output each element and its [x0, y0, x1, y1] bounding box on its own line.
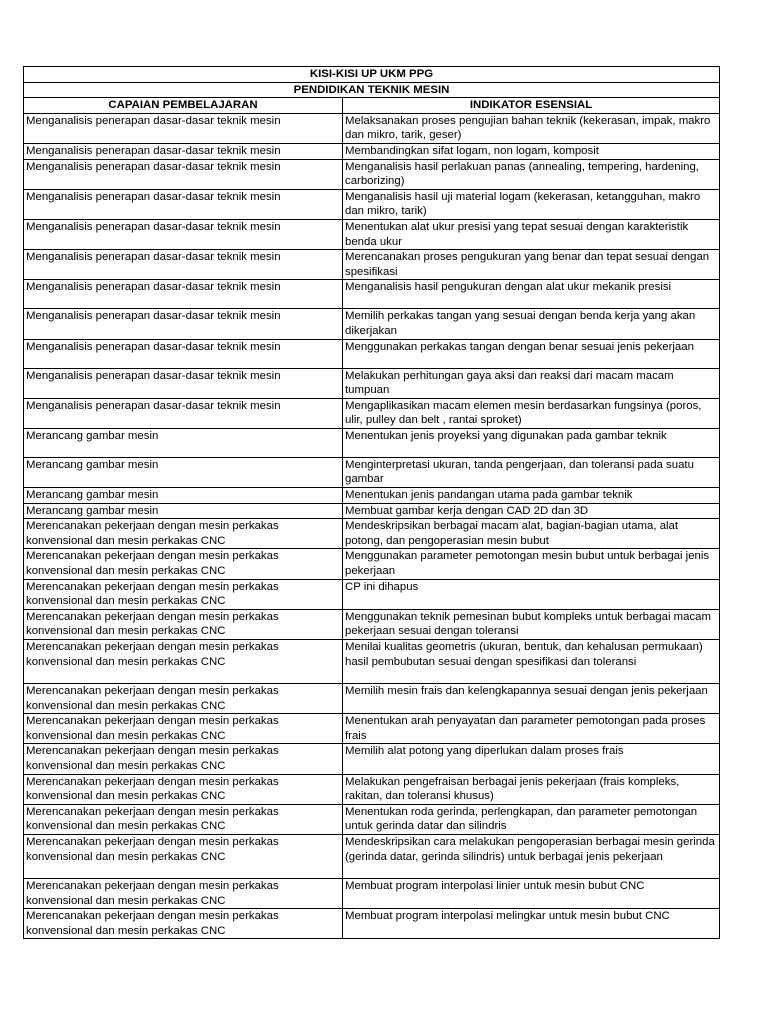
table-row: [24, 834, 720, 878]
cell-indikator-esensial: Menentukan alat ukur presisi yang tepat sesuai dengan karakteristik benda ukur: [343, 219, 720, 249]
cell-capaian-pembelajaran: Menganalisis penerapan dasar-dasar teknik mesin: [24, 250, 343, 280]
cell-indikator-esensial: Menentukan roda gerinda, perlengkapan, dan parameter pemotongan untuk gerinda datar dan silindris: [343, 804, 720, 834]
cell-indikator-esensial: Memilih mesin frais dan kelengkapannya sesuai dengan jenis pekerjaan: [343, 684, 720, 714]
cell-indikator-esensial: Menggunakan teknik pemesinan bubut kompleks untuk berbagai macam pekerjaan sesuai dengan toleransi: [343, 609, 720, 639]
table-row: [24, 428, 720, 457]
table-row: [24, 909, 720, 939]
table-row: [24, 339, 720, 368]
table-row: [24, 519, 720, 549]
cell-indikator-esensial: Membuat program interpolasi melingkar untuk mesin bubut CNC: [343, 909, 720, 939]
document-title: KISI-KISI UP UKM PPG: [24, 67, 720, 83]
cell-capaian-pembelajaran: Merencanakan pekerjaan dengan mesin perkakas konvensional dan mesin perkakas CNC: [24, 684, 343, 714]
column-header-capaian: CAPAIAN PEMBELAJARAN: [24, 98, 343, 114]
cell-capaian-pembelajaran: Merencanakan pekerjaan dengan mesin perkakas konvensional dan mesin perkakas CNC: [24, 744, 343, 774]
cell-indikator-esensial: Memilih alat potong yang diperlukan dalam proses frais: [343, 744, 720, 774]
column-header-indikator: INDIKATOR ESENSIAL: [343, 98, 720, 114]
cell-capaian-pembelajaran: Merancang gambar mesin: [24, 457, 343, 487]
cell-indikator-esensial: Melaksanakan proses pengujian bahan teknik (kekerasan, impak, makro dan mikro, tarik, geser): [343, 113, 720, 143]
table-row: [24, 549, 720, 579]
cell-indikator-esensial: Menganalisis hasil pengukuran dengan alat ukur mekanik presisi: [343, 280, 720, 309]
cell-indikator-esensial: CP ini dihapus: [343, 579, 720, 609]
cell-capaian-pembelajaran: Menganalisis penerapan dasar-dasar teknik mesin: [24, 159, 343, 189]
table-row: [24, 744, 720, 774]
cell-indikator-esensial: Memilih perkakas tangan yang sesuai dengan benda kerja yang akan dikerjakan: [343, 309, 720, 339]
cell-capaian-pembelajaran: Menganalisis penerapan dasar-dasar teknik mesin: [24, 189, 343, 219]
table-row: [24, 503, 720, 519]
cell-capaian-pembelajaran: Merencanakan pekerjaan dengan mesin perkakas konvensional dan mesin perkakas CNC: [24, 878, 343, 908]
table-row: [24, 159, 720, 189]
cell-capaian-pembelajaran: Menganalisis penerapan dasar-dasar teknik mesin: [24, 398, 343, 428]
table-row: [24, 113, 720, 143]
cell-indikator-esensial: Menggunakan parameter pemotongan mesin bubut untuk berbagai jenis pekerjaan: [343, 549, 720, 579]
cell-indikator-esensial: Menggunakan perkakas tangan dengan benar sesuai jenis pekerjaan: [343, 339, 720, 368]
cell-indikator-esensial: Melakukan perhitungan gaya aksi dan reaksi dari macam macam tumpuan: [343, 368, 720, 398]
table-row: [24, 219, 720, 249]
cell-capaian-pembelajaran: Merencanakan pekerjaan dengan mesin perkakas konvensional dan mesin perkakas CNC: [24, 774, 343, 804]
table-row: [24, 398, 720, 428]
cell-indikator-esensial: Mengaplikasikan macam elemen mesin berdasarkan fungsinya (poros, ulir, pulley dan belt , rantai sproket): [343, 398, 720, 428]
cell-indikator-esensial: Menentukan arah penyayatan dan parameter pemotongan pada proses frais: [343, 714, 720, 744]
table-row: [24, 368, 720, 398]
cell-capaian-pembelajaran: Merencanakan pekerjaan dengan mesin perkakas konvensional dan mesin perkakas CNC: [24, 804, 343, 834]
cell-capaian-pembelajaran: Merencanakan pekerjaan dengan mesin perkakas konvensional dan mesin perkakas CNC: [24, 909, 343, 939]
cell-capaian-pembelajaran: Menganalisis penerapan dasar-dasar teknik mesin: [24, 113, 343, 143]
table-row: [24, 804, 720, 834]
cell-capaian-pembelajaran: Menganalisis penerapan dasar-dasar teknik mesin: [24, 219, 343, 249]
cell-capaian-pembelajaran: Merancang gambar mesin: [24, 428, 343, 457]
cell-capaian-pembelajaran: Merancang gambar mesin: [24, 503, 343, 519]
title-row-2: [24, 82, 720, 98]
table-row: [24, 878, 720, 908]
cell-indikator-esensial: Melakukan pengefraisan berbagai jenis pekerjaan (frais kompleks, rakitan, dan toleransi khusus): [343, 774, 720, 804]
cell-indikator-esensial: Merencanakan proses pengukuran yang benar dan tepat sesuai dengan spesifikasi: [343, 250, 720, 280]
cell-capaian-pembelajaran: Merencanakan pekerjaan dengan mesin perkakas konvensional dan mesin perkakas CNC: [24, 579, 343, 609]
table-row: [24, 189, 720, 219]
table-row: [24, 457, 720, 487]
table-body: [24, 113, 720, 939]
cell-indikator-esensial: Membuat gambar kerja dengan CAD 2D dan 3D: [343, 503, 720, 519]
header-row: [24, 98, 720, 114]
table-row: [24, 250, 720, 280]
cell-capaian-pembelajaran: Menganalisis penerapan dasar-dasar teknik mesin: [24, 368, 343, 398]
table-row: [24, 774, 720, 804]
cell-indikator-esensial: Mendeskripsikan cara melakukan pengoperasian berbagai mesin gerinda (gerinda datar, gerinda silindris) untuk berbagai jenis pekerjaan: [343, 834, 720, 878]
cell-capaian-pembelajaran: Merencanakan pekerjaan dengan mesin perkakas konvensional dan mesin perkakas CNC: [24, 519, 343, 549]
title-row-1: [24, 67, 720, 83]
table-row: [24, 684, 720, 714]
table-row: [24, 714, 720, 744]
table-row: [24, 640, 720, 684]
document-table: [23, 66, 720, 939]
cell-capaian-pembelajaran: Merencanakan pekerjaan dengan mesin perkakas konvensional dan mesin perkakas CNC: [24, 549, 343, 579]
cell-indikator-esensial: Membandingkan sifat logam, non logam, komposit: [343, 143, 720, 159]
table-row: [24, 488, 720, 504]
cell-capaian-pembelajaran: Menganalisis penerapan dasar-dasar teknik mesin: [24, 280, 343, 309]
cell-capaian-pembelajaran: Merencanakan pekerjaan dengan mesin perkakas konvensional dan mesin perkakas CNC: [24, 640, 343, 684]
table-row: [24, 579, 720, 609]
cell-indikator-esensial: Menginterpretasi ukuran, tanda pengerjaan, dan toleransi pada suatu gambar: [343, 457, 720, 487]
table-row: [24, 309, 720, 339]
table-row: [24, 280, 720, 309]
cell-indikator-esensial: Menganalisis hasil perlakuan panas (annealing, tempering, hardening, carborizing): [343, 159, 720, 189]
cell-capaian-pembelajaran: Menganalisis penerapan dasar-dasar teknik mesin: [24, 339, 343, 368]
cell-capaian-pembelajaran: Merancang gambar mesin: [24, 488, 343, 504]
cell-indikator-esensial: Menentukan jenis pandangan utama pada gambar teknik: [343, 488, 720, 504]
table-row: [24, 609, 720, 639]
cell-indikator-esensial: Menganalisis hasil uji material logam (kekerasan, ketangguhan, makro dan mikro, tarik): [343, 189, 720, 219]
cell-indikator-esensial: Mendeskripsikan berbagai macam alat, bagian-bagian utama, alat potong, dan pengoperasian mesin bubut: [343, 519, 720, 549]
cell-capaian-pembelajaran: Merencanakan pekerjaan dengan mesin perkakas konvensional dan mesin perkakas CNC: [24, 714, 343, 744]
cell-capaian-pembelajaran: Merencanakan pekerjaan dengan mesin perkakas konvensional dan mesin perkakas CNC: [24, 609, 343, 639]
cell-indikator-esensial: Membuat program interpolasi linier untuk mesin bubut CNC: [343, 878, 720, 908]
cell-capaian-pembelajaran: Menganalisis penerapan dasar-dasar teknik mesin: [24, 309, 343, 339]
cell-indikator-esensial: Menentukan jenis proyeksi yang digunakan pada gambar teknik: [343, 428, 720, 457]
cell-indikator-esensial: Menilai kualitas geometris (ukuran, bentuk, dan kehalusan permukaan) hasil pembubutan sesuai dengan spesifikasi dan toleransi: [343, 640, 720, 684]
cell-capaian-pembelajaran: Menganalisis penerapan dasar-dasar teknik mesin: [24, 143, 343, 159]
table-row: [24, 143, 720, 159]
cell-capaian-pembelajaran: Merencanakan pekerjaan dengan mesin perkakas konvensional dan mesin perkakas CNC: [24, 834, 343, 878]
document-subtitle: PENDIDIKAN TEKNIK MESIN: [24, 82, 720, 98]
